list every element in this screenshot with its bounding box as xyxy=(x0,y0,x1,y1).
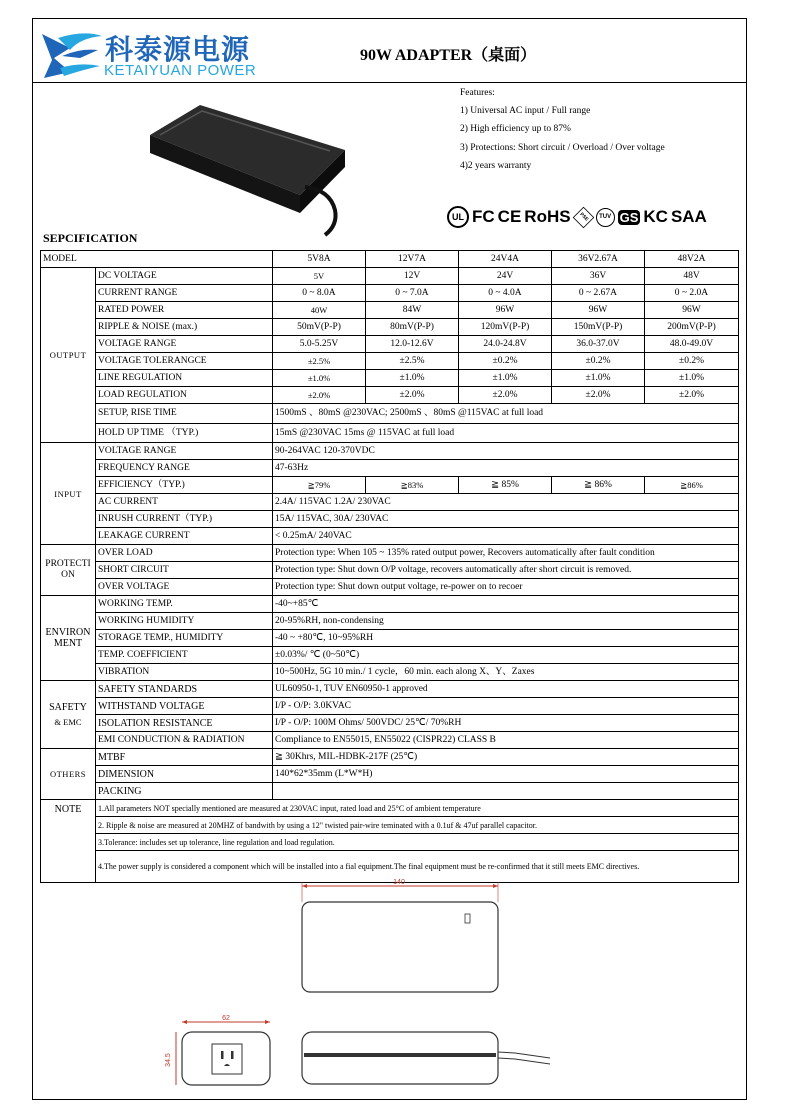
group-safety-line1: SAFETY xyxy=(49,701,87,713)
table-row xyxy=(41,251,739,268)
table-cell: 0 ~ 7.0A xyxy=(366,285,459,302)
group-others: OTHERS xyxy=(41,749,96,800)
table-cell: Protection type: Shut down output voltage, re-power on to recoer xyxy=(273,579,739,596)
row-label: RIPPLE & NOISE (max.) xyxy=(96,319,273,336)
table-cell: 10~500Hz, 5G 10 min./ 1 cycle，60 min. each along X、Y、Zaxes xyxy=(273,664,739,681)
table-cell: ≧86% xyxy=(645,477,739,494)
model-label: MODEL xyxy=(41,251,273,268)
model-cell: 12V7A xyxy=(366,251,459,268)
table-row xyxy=(41,562,739,579)
row-label: ISOLATION RESISTANCE xyxy=(96,715,273,732)
table-row xyxy=(41,834,739,851)
table-cell: 12V xyxy=(366,268,459,285)
table-row xyxy=(41,477,739,494)
model-cell: 5V8A xyxy=(273,251,366,268)
row-label: OVER LOAD xyxy=(96,545,273,562)
table-cell: 0 ~ 2.67A xyxy=(552,285,645,302)
table-cell: 96W xyxy=(645,302,739,319)
table-cell: ±1.0% xyxy=(645,370,739,387)
table-cell: 48.0-49.0V xyxy=(645,336,739,353)
row-label: VIBRATION xyxy=(96,664,273,681)
table-cell: 48V xyxy=(645,268,739,285)
feature-item: 2) High efficiency up to 87% xyxy=(460,124,571,135)
table-cell: ±2.0% xyxy=(645,387,739,404)
table-cell xyxy=(273,783,739,800)
row-label: INRUSH CURRENT（TYP.) xyxy=(96,511,273,528)
table-cell: 50mV(P-P) xyxy=(273,319,366,336)
feature-item: 3) Protections: Short circuit / Overload / Over voltage xyxy=(460,142,665,153)
tuv-mark-icon: TUV xyxy=(596,208,615,227)
table-cell: ±0.2% xyxy=(552,353,645,370)
table-row xyxy=(41,494,739,511)
row-label: FREQUENCY RANGE xyxy=(96,460,273,477)
table-cell: I/P - O/P: 3.0KVAC xyxy=(273,698,739,715)
table-cell: ≧83% xyxy=(366,477,459,494)
table-cell: 20-95%RH, non-condensing xyxy=(273,613,739,630)
table-row xyxy=(41,387,739,404)
table-row xyxy=(41,528,739,545)
table-cell: 40W xyxy=(273,302,366,319)
table-row xyxy=(41,424,739,443)
table-row xyxy=(41,268,739,285)
table-cell: 80mV(P-P) xyxy=(366,319,459,336)
group-safety xyxy=(41,681,96,749)
model-cell: 36V2.67A xyxy=(552,251,645,268)
page-title: 90W ADAPTER（桌面） xyxy=(360,47,537,64)
table-cell: ≧79% xyxy=(273,477,366,494)
note-label: NOTE xyxy=(41,800,96,883)
row-label: HOLD UP TIME （TYP.) xyxy=(96,424,273,443)
table-row xyxy=(41,783,739,800)
ul-mark-icon: UL xyxy=(447,206,469,228)
table-row xyxy=(41,817,739,834)
kc-mark-icon: KC xyxy=(643,207,668,226)
table-row xyxy=(41,596,739,613)
table-cell: Protection type: When 105 ~ 135% rated output power, Recovers automatically after fault condition xyxy=(273,545,739,562)
table-cell: ±1.0% xyxy=(273,370,366,387)
feature-item: 1) Universal AC input / Full range xyxy=(460,106,591,117)
pse-mark-icon: PSE xyxy=(572,206,593,227)
table-row xyxy=(41,370,739,387)
fcc-mark-icon: FC xyxy=(472,207,495,226)
table-cell: 140*62*35mm (L*W*H) xyxy=(273,766,739,783)
row-label: LINE REGULATION xyxy=(96,370,273,387)
table-cell: ±2.0% xyxy=(552,387,645,404)
rohs-mark-icon: RoHS xyxy=(524,207,571,226)
table-row xyxy=(41,336,739,353)
feature-item: 4)2 years warranty xyxy=(460,160,532,171)
table-row xyxy=(41,749,739,766)
row-label: DC VOLTAGE xyxy=(96,268,273,285)
table-cell: 96W xyxy=(459,302,552,319)
table-cell: 200mV(P-P) xyxy=(645,319,739,336)
row-label: LOAD REGULATION xyxy=(96,387,273,404)
table-cell: 90-264VAC 120-370VDC xyxy=(273,443,739,460)
table-row xyxy=(41,545,739,562)
table-cell: I/P - O/P: 100M Ohms/ 500VDC/ 25℃/ 70%RH xyxy=(273,715,739,732)
table-row xyxy=(41,647,739,664)
ce-mark-icon: CE xyxy=(497,207,522,226)
row-label: EMI CONDUCTION & RADIATION xyxy=(96,732,273,749)
table-cell: 1500mS 、80mS @230VAC; 2500mS 、80mS @115VAC at full load xyxy=(273,404,739,424)
table-cell: ±1.0% xyxy=(459,370,552,387)
row-label: VOLTAGE RANGE xyxy=(96,336,273,353)
table-cell: ±2.0% xyxy=(273,387,366,404)
row-label: OVER VOLTAGE xyxy=(96,579,273,596)
note-item: 2. Ripple & noise are measured at 20MHZ of bandwith by using a 12" twisted pair-wire teminated with a 0.1uf & 47uf parallel capacitor. xyxy=(96,817,739,834)
dimension-drawings xyxy=(165,872,600,1097)
table-row xyxy=(41,681,739,698)
row-label: DIMENSION xyxy=(96,766,273,783)
table-row xyxy=(41,443,739,460)
table-cell: 120mV(P-P) xyxy=(459,319,552,336)
table-row xyxy=(41,460,739,477)
top-view-drawing xyxy=(302,879,498,992)
row-label: SAFETY STANDARDS xyxy=(96,681,273,698)
row-label: WORKING TEMP. xyxy=(96,596,273,613)
row-label: WITHSTAND VOLTAGE xyxy=(96,698,273,715)
side-view-drawing xyxy=(302,1032,550,1084)
row-label: SETUP, RISE TIME xyxy=(96,404,273,424)
table-cell: 15A/ 115VAC, 30A/ 230VAC xyxy=(273,511,739,528)
row-label: SHORT CIRCUIT xyxy=(96,562,273,579)
table-cell: -40 ~ +80℃, 10~95%RH xyxy=(273,630,739,647)
table-cell: ±0.2% xyxy=(459,353,552,370)
features-list xyxy=(460,84,665,175)
group-output: OUTPUT xyxy=(41,268,96,443)
row-label: RATED POWER xyxy=(96,302,273,319)
table-cell: 5V xyxy=(273,268,366,285)
row-label: CURRENT RANGE xyxy=(96,285,273,302)
table-row xyxy=(41,353,739,370)
row-label: PACKING xyxy=(96,783,273,800)
table-row xyxy=(41,613,739,630)
table-cell: 2.4A/ 115VAC 1.2A/ 230VAC xyxy=(273,494,739,511)
front-view-drawing xyxy=(165,1015,270,1085)
table-cell: ≧ 85% xyxy=(459,477,552,494)
table-cell: ±2.5% xyxy=(273,353,366,370)
table-cell: 15mS @230VAC 15ms @ 115VAC at full load xyxy=(273,424,739,443)
table-cell: UL60950-1, TUV EN60950-1 approved xyxy=(273,681,739,698)
table-cell: 47-63Hz xyxy=(273,460,739,477)
table-cell: 150mV(P-P) xyxy=(552,319,645,336)
spec-table xyxy=(40,250,739,883)
row-label: TEMP. COEFFICIENT xyxy=(96,647,273,664)
row-label: VOLTAGE TOLERANGCE xyxy=(96,353,273,370)
table-cell: ±0.2% xyxy=(645,353,739,370)
gs-mark-icon: GS xyxy=(619,209,639,225)
table-cell: ≧ 86% xyxy=(552,477,645,494)
table-cell: ±2.5% xyxy=(366,353,459,370)
table-cell: 36.0-37.0V xyxy=(552,336,645,353)
height-dimension-label: 34.5 xyxy=(165,1053,172,1067)
table-row xyxy=(41,404,739,424)
table-cell: Compliance to EN55015, EN55022 (CISPR22) CLASS B xyxy=(273,732,739,749)
table-cell: 0 ~ 2.0A xyxy=(645,285,739,302)
table-row xyxy=(41,715,739,732)
table-row xyxy=(41,664,739,681)
length-dimension-label: 140 xyxy=(393,879,405,886)
table-row xyxy=(41,630,739,647)
row-label: AC CURRENT xyxy=(96,494,273,511)
group-input: INPUT xyxy=(41,443,96,545)
table-cell: ≧ 30Khrs, MIL-HDBK-217F (25℃) xyxy=(273,749,739,766)
spec-title: SEPCIFICATION xyxy=(43,231,138,245)
table-cell: Protection type: Shut down O/P voltage, recovers automatically after short circuit is removed. xyxy=(273,562,739,579)
adapter-photo xyxy=(140,95,350,235)
table-row xyxy=(41,285,739,302)
table-row xyxy=(41,579,739,596)
table-cell: 0 ~ 8.0A xyxy=(273,285,366,302)
row-label: EFFICIENCY（TYP.) xyxy=(96,477,273,494)
company-name-cn: 科泰源电源 xyxy=(105,33,251,66)
table-cell: 24.0-24.8V xyxy=(459,336,552,353)
note-item: 3.Tolerance: includes set up tolerance, line regulation and load regulation. xyxy=(96,834,739,851)
table-cell: 96W xyxy=(552,302,645,319)
group-safety-line2: & EMC xyxy=(54,716,82,727)
row-label: LEAKAGE CURRENT xyxy=(96,528,273,545)
row-label: VOLTAGE RANGE xyxy=(96,443,273,460)
note-item: 1.All parameters NOT specially mentioned are measured at 230VAC input, rated load and 25°C of ambient temperature xyxy=(96,800,739,817)
width-dimension-label: 62 xyxy=(222,1015,230,1022)
table-row xyxy=(41,800,739,817)
certification-marks xyxy=(447,204,707,230)
saa-mark-icon: SAA xyxy=(670,207,707,226)
group-environment: ENVIRONMENT xyxy=(41,596,96,681)
table-cell: 12.0-12.6V xyxy=(366,336,459,353)
table-cell: ±1.0% xyxy=(552,370,645,387)
table-cell: 5.0-5.25V xyxy=(273,336,366,353)
header-divider xyxy=(32,82,747,83)
table-cell: -40~+85℃ xyxy=(273,596,739,613)
table-row xyxy=(41,302,739,319)
table-row xyxy=(41,511,739,528)
features-heading: Features: xyxy=(460,88,495,98)
company-name-en: KETAIYUAN POWER xyxy=(104,62,257,79)
group-protection: PROTECTION xyxy=(41,545,96,596)
table-cell: ±2.0% xyxy=(459,387,552,404)
model-cell: 24V4A xyxy=(459,251,552,268)
model-cell: 48V2A xyxy=(645,251,739,268)
table-row xyxy=(41,766,739,783)
row-label: WORKING HUMIDITY xyxy=(96,613,273,630)
table-cell: 0 ~ 4.0A xyxy=(459,285,552,302)
table-cell: 36V xyxy=(552,268,645,285)
note-item: 4.The power supply is considered a component which will be installed into a fial equipment.The final equipment must be re-confirmed that it still meets EMC directives. xyxy=(96,851,739,883)
table-cell: 84W xyxy=(366,302,459,319)
table-cell: ±0.03%/ ℃ (0~50℃) xyxy=(273,647,739,664)
table-row xyxy=(41,732,739,749)
table-cell: < 0.25mA/ 240VAC xyxy=(273,528,739,545)
table-cell: ±1.0% xyxy=(366,370,459,387)
table-cell: ±2.0% xyxy=(366,387,459,404)
table-cell: 24V xyxy=(459,268,552,285)
row-label: STORAGE TEMP., HUMIDITY xyxy=(96,630,273,647)
table-row xyxy=(41,319,739,336)
table-row xyxy=(41,698,739,715)
row-label: MTBF xyxy=(96,749,273,766)
